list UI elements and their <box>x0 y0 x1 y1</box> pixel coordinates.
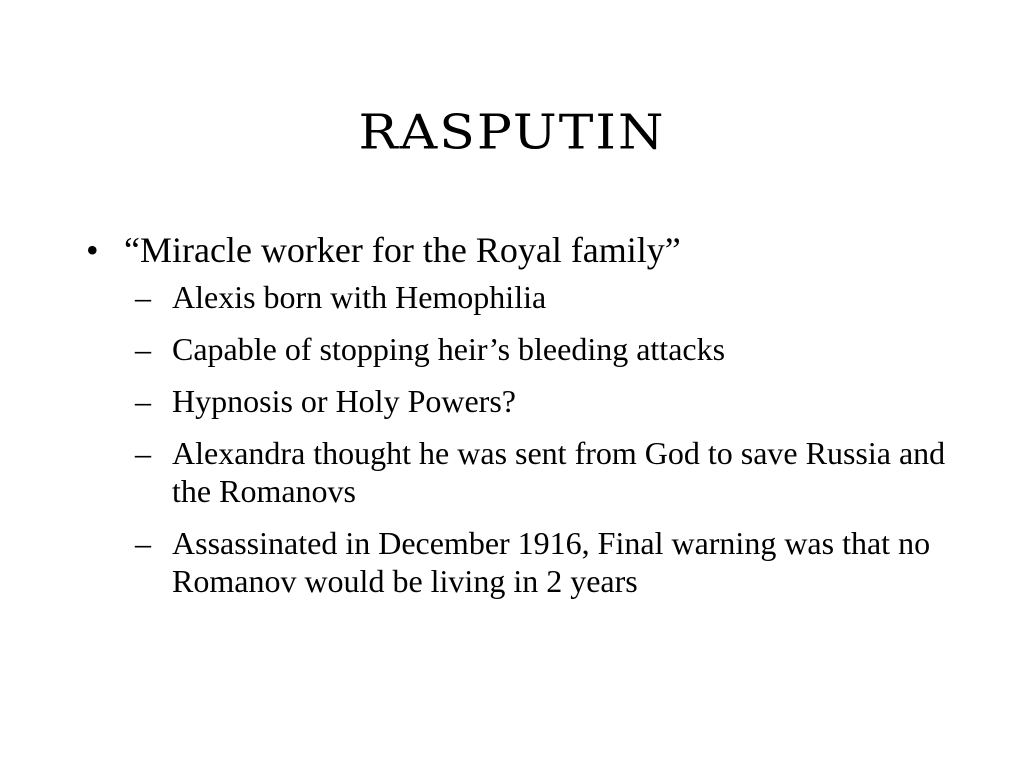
bullet-item <box>80 228 960 272</box>
sub-bullet-item <box>80 434 960 510</box>
slide-title-text: RASPUTIN <box>358 105 666 161</box>
bullet-text: “Miracle worker for the Royal family” <box>124 230 681 270</box>
sub-bullet-marker: – <box>135 525 151 561</box>
slide-body <box>80 228 960 614</box>
sub-bullet-item <box>80 330 960 368</box>
sub-bullet-item <box>80 382 960 420</box>
sub-bullet-item <box>80 524 960 600</box>
sub-bullet-marker: – <box>135 331 151 367</box>
slide-title <box>0 100 1024 166</box>
sub-bullet-marker: – <box>135 279 151 315</box>
sub-bullet-text: Alexis born with Hemophilia <box>172 279 547 315</box>
sub-bullet-text: Capable of stopping heir’s bleeding attacks <box>172 331 726 367</box>
sub-bullet-text: Alexandra thought he was sent from God to save Russia and the Romanovs <box>172 435 946 509</box>
sub-bullet-item <box>80 278 960 316</box>
sub-bullet-list <box>80 278 960 600</box>
sub-bullet-text: Assassinated in December 1916, Final warning was that no Romanov would be living in 2 years <box>172 525 931 599</box>
sub-bullet-marker: – <box>135 383 151 419</box>
bullet-marker: • <box>86 230 99 270</box>
sub-bullet-text: Hypnosis or Holy Powers? <box>172 383 516 419</box>
sub-bullet-marker: – <box>135 435 151 471</box>
